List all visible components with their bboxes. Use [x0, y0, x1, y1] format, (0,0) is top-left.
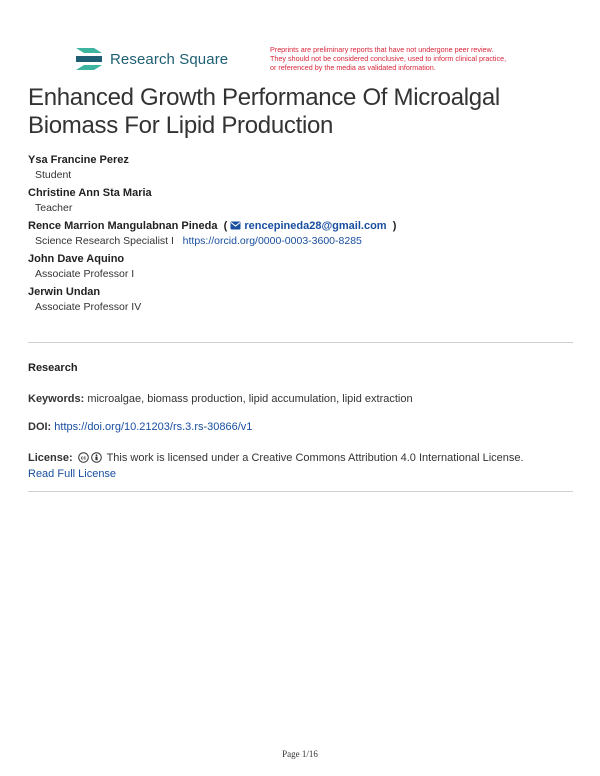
notice-line: They should not be considered conclusive, used to inform clinical practice, [270, 54, 507, 63]
svg-text:cc: cc [80, 455, 86, 462]
preprint-notice [270, 45, 560, 72]
author-affiliation: Associate Professor IV [35, 301, 142, 313]
author-name: Christine Ann Sta Maria [28, 187, 152, 199]
divider [28, 342, 573, 343]
keywords-row [28, 391, 573, 407]
page-number: Page 1/16 [282, 749, 318, 759]
author-email-link[interactable] [230, 220, 389, 232]
author-affiliation: Student [35, 169, 72, 181]
cc-icon [78, 452, 89, 463]
divider [28, 491, 573, 492]
paper-title: Enhanced Growth Performance Of Microalgal Biomass For Lipid Production [28, 84, 500, 139]
notice-line: Preprints are preliminary reports that have not undergone peer review. [270, 45, 494, 54]
author-name: Ysa Francine Perez [28, 154, 129, 166]
brand-name: Research Square [110, 50, 229, 68]
author-affiliation: Associate Professor I [35, 268, 135, 280]
cc-icons [78, 452, 102, 463]
license-label: License: [28, 452, 73, 464]
read-full-license-link[interactable]: Read Full License [28, 468, 117, 480]
author-name: John Dave Aquino [28, 253, 125, 265]
notice-line: or referenced by the media as validated information. [270, 63, 436, 72]
corresponding-author [28, 219, 573, 234]
license-text: This work is licensed under a Creative Commons Attribution 4.0 International License. [106, 452, 524, 464]
author-name: Jerwin Undan [28, 286, 101, 298]
doi-row [28, 419, 573, 435]
orcid-link[interactable]: https://orcid.org/0000-0003-3600-8285 [182, 235, 362, 247]
cc-by-icon [91, 452, 102, 463]
doi-link[interactable]: https://doi.org/10.21203/rs.3.rs-30866/v1 [54, 421, 253, 433]
author-affiliation: Teacher [35, 202, 73, 214]
email-icon [230, 221, 241, 230]
author-list [28, 153, 573, 318]
author-affiliation: Science Research Specialist I [35, 235, 174, 247]
keywords-label: Keywords: [28, 393, 85, 405]
author-affiliation-line [28, 234, 573, 249]
open-paren: ( [220, 220, 228, 232]
author-entry [28, 285, 573, 315]
author-email: rencepineda28@gmail.com [244, 220, 387, 232]
keywords-value: microalgae, biomass production, lipid accumulation, lipid extraction [87, 393, 413, 405]
doi-label: DOI: [28, 421, 52, 433]
author-entry [28, 219, 573, 249]
author-entry [28, 153, 573, 183]
author-entry [28, 186, 573, 216]
research-square-logo[interactable] [74, 46, 228, 72]
author-name: Rence Marrion Mangulabnan Pineda [28, 220, 218, 232]
article-type: Research [28, 362, 78, 374]
author-entry [28, 252, 573, 282]
close-paren: ) [389, 220, 397, 232]
research-square-logo-icon [74, 46, 104, 72]
license-row [28, 450, 573, 482]
